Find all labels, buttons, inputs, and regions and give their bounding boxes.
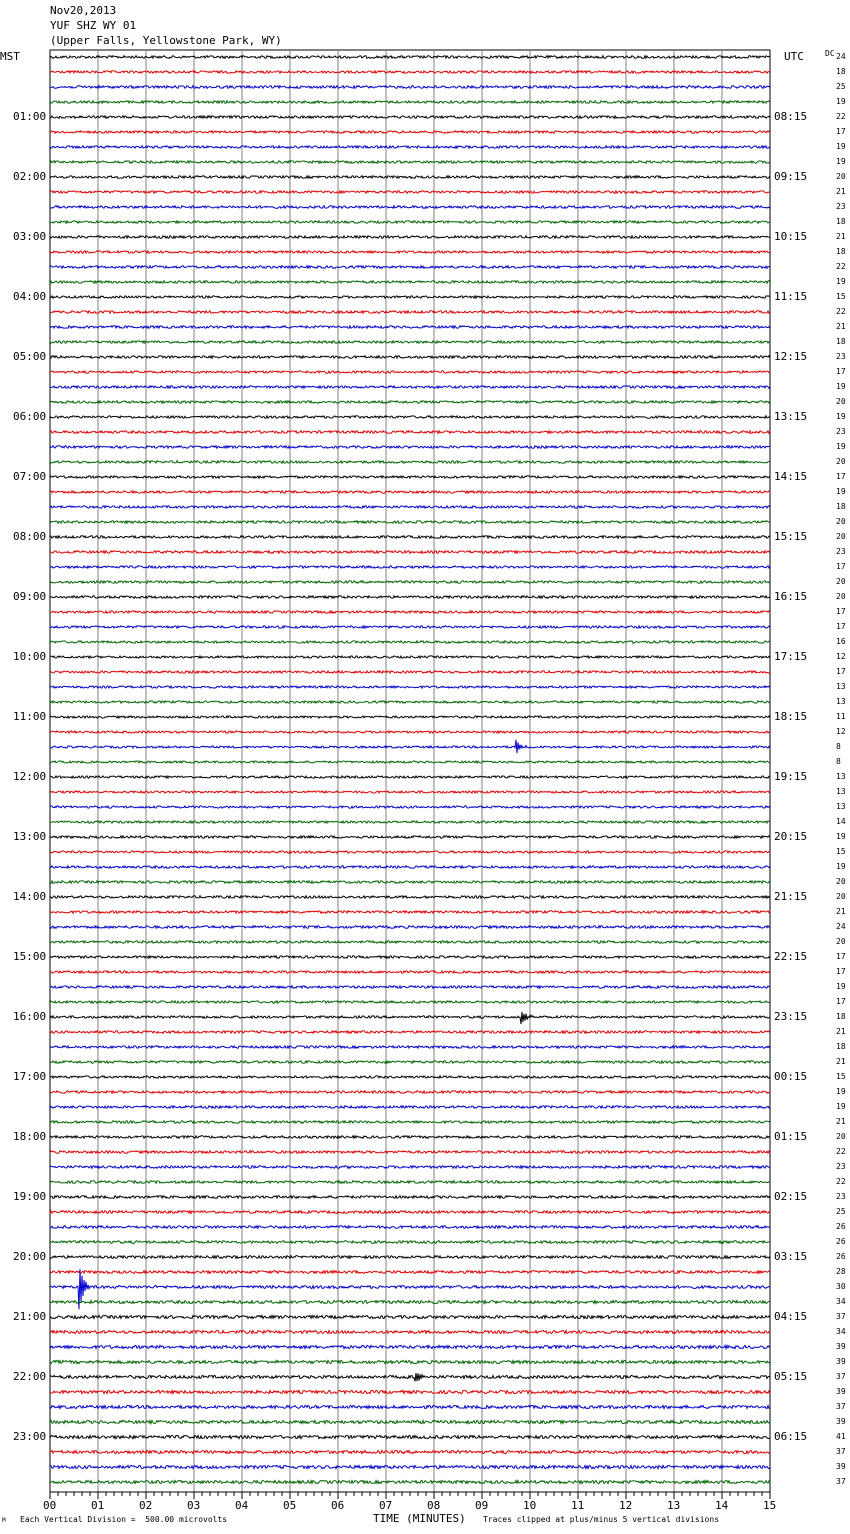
dc-offset-label: 19 bbox=[836, 862, 846, 871]
dc-offset-label: 19 bbox=[836, 142, 846, 151]
dc-offset-label: 37 bbox=[836, 1312, 846, 1321]
mst-hour-label: 16:00 bbox=[13, 1010, 47, 1023]
utc-label: UTC bbox=[784, 50, 804, 63]
dc-offset-label: 37 bbox=[836, 1447, 846, 1456]
trace-row bbox=[50, 1330, 770, 1333]
trace-row bbox=[50, 191, 770, 194]
mst-hour-label: 10:00 bbox=[13, 650, 47, 663]
dc-offset-label: 8 bbox=[836, 742, 841, 751]
mst-hour-label: 02:00 bbox=[13, 170, 47, 183]
trace-row bbox=[50, 1420, 770, 1423]
trace-row bbox=[50, 371, 770, 373]
dc-offset-label: 19 bbox=[836, 442, 846, 451]
dc-offset-label: 22 bbox=[836, 307, 846, 316]
dc-offset-label: 20 bbox=[836, 517, 846, 526]
trace-row bbox=[50, 386, 770, 388]
trace-row bbox=[50, 896, 770, 899]
dc-offset-label: 19 bbox=[836, 97, 846, 106]
x-tick-label: 07 bbox=[379, 1499, 393, 1512]
dc-offset-label: 41 bbox=[836, 1432, 846, 1441]
dc-offset-label: 17 bbox=[836, 472, 846, 481]
trace-row bbox=[50, 686, 770, 688]
trace-row bbox=[50, 56, 770, 59]
trace-row bbox=[50, 1271, 770, 1274]
dc-offset-label: 17 bbox=[836, 952, 846, 961]
location-label: (Upper Falls, Yellowstone Park, WY) bbox=[50, 34, 282, 47]
trace-row bbox=[50, 506, 770, 508]
trace-row bbox=[50, 401, 770, 404]
dc-offset-label: 17 bbox=[836, 622, 846, 631]
trace-row bbox=[50, 740, 770, 753]
x-tick-label: 01 bbox=[91, 1499, 105, 1512]
trace-row bbox=[50, 731, 770, 733]
trace-row bbox=[50, 851, 770, 853]
trace-row bbox=[50, 551, 770, 554]
dc-offset-label: 18 bbox=[836, 1012, 846, 1021]
trace-row bbox=[50, 1435, 770, 1438]
trace-layer bbox=[50, 56, 770, 1484]
trace-row bbox=[50, 326, 770, 329]
dc-offset-label: 15 bbox=[836, 292, 846, 301]
dc-offset-label: 37 bbox=[836, 1402, 846, 1411]
trace-row bbox=[50, 866, 770, 868]
trace-row bbox=[50, 1151, 770, 1154]
trace-row bbox=[50, 101, 770, 103]
mst-hour-label: 20:00 bbox=[13, 1250, 47, 1263]
x-tick-label: 06 bbox=[331, 1499, 345, 1512]
dc-offset-label: 17 bbox=[836, 367, 846, 376]
dc-offset-label: 20 bbox=[836, 397, 846, 406]
dc-offset-label: 22 bbox=[836, 262, 846, 271]
trace-row bbox=[50, 1136, 770, 1139]
trace-row bbox=[50, 1106, 770, 1108]
trace-row bbox=[50, 251, 770, 253]
x-tick-label: 08 bbox=[427, 1499, 441, 1512]
utc-hour-label: 08:15 bbox=[774, 110, 808, 123]
dc-offset-label: 16 bbox=[836, 637, 846, 646]
dc-offset-label: 26 bbox=[836, 1252, 846, 1261]
mst-label: MST bbox=[0, 50, 20, 63]
trace-row bbox=[50, 281, 770, 283]
dc-offset-label: 25 bbox=[836, 1207, 846, 1216]
dc-offset-label: 19 bbox=[836, 1087, 846, 1096]
utc-hour-label: 16:15 bbox=[774, 590, 808, 603]
mst-hour-label: 11:00 bbox=[13, 710, 47, 723]
trace-row bbox=[50, 491, 770, 493]
utc-hour-label: 14:15 bbox=[774, 470, 808, 483]
dc-offset-label: 18 bbox=[836, 502, 846, 511]
dc-label: DC bbox=[825, 49, 835, 58]
trace-row bbox=[50, 791, 770, 793]
trace-row bbox=[50, 1315, 770, 1318]
dc-offset-label: 18 bbox=[836, 247, 846, 256]
trace-row bbox=[50, 1061, 770, 1064]
date-label: Nov20,2013 bbox=[50, 4, 117, 17]
dc-offset-label: 22 bbox=[836, 1147, 846, 1156]
dc-offset-label: 23 bbox=[836, 202, 846, 211]
dc-offset-label: 13 bbox=[836, 802, 846, 811]
trace-row bbox=[50, 1345, 770, 1348]
dc-offset-label: 39 bbox=[836, 1387, 846, 1396]
trace-row bbox=[50, 611, 770, 613]
trace-row bbox=[50, 911, 770, 914]
trace-row bbox=[50, 671, 770, 673]
dc-offset-label: 20 bbox=[836, 532, 846, 541]
x-tick-label: 14 bbox=[715, 1499, 729, 1512]
mst-hour-label: 19:00 bbox=[13, 1190, 47, 1203]
dc-offset-label: 30 bbox=[836, 1282, 846, 1291]
dc-offset-label: 39 bbox=[836, 1417, 846, 1426]
mst-hour-label: 15:00 bbox=[13, 950, 47, 963]
trace-row bbox=[50, 581, 770, 584]
trace-row bbox=[50, 1300, 770, 1303]
mst-hour-label: 01:00 bbox=[13, 110, 47, 123]
mst-hour-label: 03:00 bbox=[13, 230, 47, 243]
trace-row bbox=[50, 1046, 770, 1048]
x-tick-label: 13 bbox=[667, 1499, 681, 1512]
trace-row bbox=[50, 161, 770, 163]
dc-offset-label: 24 bbox=[836, 52, 846, 61]
dc-offset-label: 23 bbox=[836, 427, 846, 436]
dc-offset-label: 13 bbox=[836, 697, 846, 706]
trace-row bbox=[50, 1405, 770, 1408]
trace-row bbox=[50, 146, 770, 148]
utc-hour-label: 18:15 bbox=[774, 710, 808, 723]
dc-offset-label: 19 bbox=[836, 412, 846, 421]
dc-offset-label: 13 bbox=[836, 682, 846, 691]
trace-row bbox=[50, 566, 770, 568]
trace-row bbox=[50, 116, 770, 119]
trace-row bbox=[50, 1031, 770, 1034]
dc-offset-label: 19 bbox=[836, 487, 846, 496]
trace-row bbox=[50, 341, 770, 343]
dc-offset-label: 20 bbox=[836, 937, 846, 946]
dc-offset-label: 18 bbox=[836, 67, 846, 76]
x-tick-label: 04 bbox=[235, 1499, 249, 1512]
dc-offset-label: 14 bbox=[836, 817, 846, 826]
trace-row bbox=[50, 1390, 770, 1393]
dc-offset-label: 18 bbox=[836, 337, 846, 346]
trace-row bbox=[50, 656, 770, 658]
trace-row bbox=[50, 536, 770, 539]
trace-row bbox=[50, 761, 770, 763]
utc-hour-label: 19:15 bbox=[774, 770, 808, 783]
dc-offset-label: 19 bbox=[836, 157, 846, 166]
x-tick-label: 00 bbox=[43, 1499, 57, 1512]
trace-row bbox=[50, 1091, 770, 1093]
trace-row bbox=[50, 86, 770, 89]
dc-offset-label: 21 bbox=[836, 907, 846, 916]
dc-offset-label: 21 bbox=[836, 187, 846, 196]
trace-row bbox=[50, 266, 770, 269]
trace-row bbox=[50, 986, 770, 988]
dc-offset-label: 13 bbox=[836, 787, 846, 796]
trace-row bbox=[50, 1256, 770, 1259]
trace-row bbox=[50, 1166, 770, 1169]
trace-row bbox=[50, 236, 770, 239]
dc-offset-label: 21 bbox=[836, 1027, 846, 1036]
time-axis bbox=[50, 1492, 770, 1499]
dc-offset-label: 19 bbox=[836, 832, 846, 841]
trace-row bbox=[50, 1226, 770, 1229]
trace-row bbox=[50, 1373, 770, 1381]
trace-row bbox=[50, 1121, 770, 1124]
utc-hour-label: 20:15 bbox=[774, 830, 808, 843]
utc-hour-label: 10:15 bbox=[774, 230, 808, 243]
trace-row bbox=[50, 131, 770, 133]
mst-hour-label: 04:00 bbox=[13, 290, 47, 303]
trace-row bbox=[50, 221, 770, 223]
dc-offset-label: 20 bbox=[836, 592, 846, 601]
utc-hour-label: 03:15 bbox=[774, 1250, 808, 1263]
dc-offset-label: 20 bbox=[836, 1132, 846, 1141]
trace-row bbox=[50, 1450, 770, 1453]
trace-row bbox=[50, 926, 770, 929]
dc-offset-label: 21 bbox=[836, 1057, 846, 1066]
utc-hour-label: 22:15 bbox=[774, 950, 808, 963]
mst-hour-label: 17:00 bbox=[13, 1070, 47, 1083]
mst-hour-label: 07:00 bbox=[13, 470, 47, 483]
dc-offset-label: 21 bbox=[836, 1117, 846, 1126]
mst-hour-label: 05:00 bbox=[13, 350, 47, 363]
trace-row bbox=[50, 521, 770, 524]
dc-offset-label: 25 bbox=[836, 82, 846, 91]
trace-row bbox=[50, 1465, 770, 1468]
trace-row bbox=[50, 641, 770, 643]
dc-offset-label: 37 bbox=[836, 1477, 846, 1486]
trace-row bbox=[50, 476, 770, 478]
trace-row bbox=[50, 1012, 770, 1024]
mst-hour-label: 06:00 bbox=[13, 410, 47, 423]
dc-offset-label: 23 bbox=[836, 352, 846, 361]
utc-hour-label: 13:15 bbox=[774, 410, 808, 423]
dc-offset-label: 18 bbox=[836, 1042, 846, 1051]
x-tick-label: 09 bbox=[475, 1499, 489, 1512]
trace-row bbox=[50, 1241, 770, 1244]
utc-hour-label: 17:15 bbox=[774, 650, 808, 663]
dc-offset-label: 24 bbox=[836, 922, 846, 931]
dc-offset-label: 22 bbox=[836, 1177, 846, 1186]
dc-offset-label: 13 bbox=[836, 772, 846, 781]
trace-row bbox=[50, 206, 770, 209]
dc-offset-label: 15 bbox=[836, 1072, 846, 1081]
utc-hour-label: 00:15 bbox=[774, 1070, 808, 1083]
dc-offset-label: 19 bbox=[836, 982, 846, 991]
mst-hour-label: 22:00 bbox=[13, 1370, 47, 1383]
trace-row bbox=[50, 446, 770, 448]
dc-offset-label: 15 bbox=[836, 847, 846, 856]
utc-hour-label: 15:15 bbox=[774, 530, 808, 543]
x-tick-label: 10 bbox=[523, 1499, 537, 1512]
dc-offset-label: 34 bbox=[836, 1297, 846, 1306]
trace-row bbox=[50, 716, 770, 718]
trace-row bbox=[50, 1076, 770, 1078]
dc-offset-label: 21 bbox=[836, 322, 846, 331]
scale-note: Each Vertical Division = 500.00 microvolts bbox=[20, 1515, 228, 1524]
trace-row bbox=[50, 776, 770, 778]
trace-row bbox=[50, 701, 770, 703]
dc-offset-label: 39 bbox=[836, 1342, 846, 1351]
mst-hour-label: 23:00 bbox=[13, 1430, 47, 1443]
trace-row bbox=[50, 1211, 770, 1214]
trace-row bbox=[50, 626, 770, 628]
x-tick-label: 02 bbox=[139, 1499, 153, 1512]
trace-row bbox=[50, 806, 770, 808]
dc-offset-label: 12 bbox=[836, 727, 846, 736]
x-tick-label: 15 bbox=[763, 1499, 777, 1512]
trace-row bbox=[50, 71, 770, 73]
dc-offset-label: 21 bbox=[836, 232, 846, 241]
trace-row bbox=[50, 176, 770, 179]
utc-hour-label: 01:15 bbox=[774, 1130, 808, 1143]
trace-row bbox=[50, 1181, 770, 1184]
utc-hour-label: 23:15 bbox=[774, 1010, 808, 1023]
trace-row bbox=[50, 881, 770, 884]
dc-offset-label: 39 bbox=[836, 1357, 846, 1366]
trace-row bbox=[50, 941, 770, 944]
x-tick-label: 11 bbox=[571, 1499, 585, 1512]
x-tick-label: 05 bbox=[283, 1499, 297, 1512]
trace-row bbox=[50, 431, 770, 434]
mst-hour-label: 21:00 bbox=[13, 1310, 47, 1323]
trace-row bbox=[50, 1001, 770, 1003]
dc-offset-label: 8 bbox=[836, 757, 841, 766]
utc-hour-label: 05:15 bbox=[774, 1370, 808, 1383]
mst-hour-label: 13:00 bbox=[13, 830, 47, 843]
dc-offset-label: 20 bbox=[836, 577, 846, 586]
dc-offset-label: 17 bbox=[836, 997, 846, 1006]
dc-offset-label: 17 bbox=[836, 967, 846, 976]
trace-row bbox=[50, 296, 770, 298]
trace-row bbox=[50, 1360, 770, 1363]
utc-hour-label: 09:15 bbox=[774, 170, 808, 183]
trace-row bbox=[50, 1480, 770, 1483]
trace-row bbox=[50, 956, 770, 958]
dc-offset-label: 18 bbox=[836, 217, 846, 226]
dc-offset-label: 17 bbox=[836, 127, 846, 136]
dc-offset-label: 20 bbox=[836, 172, 846, 181]
dc-offset-label: 11 bbox=[836, 712, 846, 721]
clip-note: Traces clipped at plus/minus 5 vertical divisions bbox=[483, 1515, 720, 1524]
dc-offset-label: 20 bbox=[836, 457, 846, 466]
utc-hour-label: 11:15 bbox=[774, 290, 808, 303]
dc-offset-label: 26 bbox=[836, 1237, 846, 1246]
trace-row bbox=[50, 461, 770, 464]
trace-row bbox=[50, 1196, 770, 1199]
dc-offset-label: 28 bbox=[836, 1267, 846, 1276]
station-label: YUF SHZ WY 01 bbox=[50, 19, 137, 32]
utc-hour-label: 21:15 bbox=[774, 890, 808, 903]
mst-hour-label: 18:00 bbox=[13, 1130, 47, 1143]
dc-offset-label: 23 bbox=[836, 1162, 846, 1171]
trace-row bbox=[50, 821, 770, 823]
dc-offset-label: 12 bbox=[836, 652, 846, 661]
dc-offset-label: 23 bbox=[836, 1192, 846, 1201]
mst-hour-label: 09:00 bbox=[13, 590, 47, 603]
dc-offset-label: 37 bbox=[836, 1372, 846, 1381]
dc-offset-label: 22 bbox=[836, 112, 846, 121]
dc-offset-label: 39 bbox=[836, 1462, 846, 1471]
dc-offset-label: 20 bbox=[836, 892, 846, 901]
dc-offset-label: 23 bbox=[836, 547, 846, 556]
mst-hour-label: 08:00 bbox=[13, 530, 47, 543]
corner-mark: M bbox=[2, 1517, 6, 1524]
dc-offset-label: 26 bbox=[836, 1222, 846, 1231]
dc-offset-label: 19 bbox=[836, 277, 846, 286]
dc-offset-label: 34 bbox=[836, 1327, 846, 1336]
trace-row bbox=[50, 356, 770, 359]
trace-row bbox=[50, 596, 770, 599]
trace-row bbox=[50, 311, 770, 314]
x-tick-label: 03 bbox=[187, 1499, 201, 1512]
x-tick-label: 12 bbox=[619, 1499, 633, 1512]
dc-offset-label: 19 bbox=[836, 1102, 846, 1111]
dc-offset-label: 17 bbox=[836, 667, 846, 676]
trace-row bbox=[50, 971, 770, 973]
utc-hour-label: 06:15 bbox=[774, 1430, 808, 1443]
trace-row bbox=[50, 416, 770, 418]
dc-offset-label: 20 bbox=[836, 877, 846, 886]
dc-offset-label: 17 bbox=[836, 607, 846, 616]
dc-offset-label: 19 bbox=[836, 382, 846, 391]
dc-offset-label: 17 bbox=[836, 562, 846, 571]
utc-hour-label: 02:15 bbox=[774, 1190, 808, 1203]
xaxis-title: TIME (MINUTES) bbox=[373, 1512, 466, 1525]
utc-hour-label: 04:15 bbox=[774, 1310, 808, 1323]
mst-hour-label: 14:00 bbox=[13, 890, 47, 903]
trace-row bbox=[50, 836, 770, 838]
mst-hour-label: 12:00 bbox=[13, 770, 47, 783]
utc-hour-label: 12:15 bbox=[774, 350, 808, 363]
